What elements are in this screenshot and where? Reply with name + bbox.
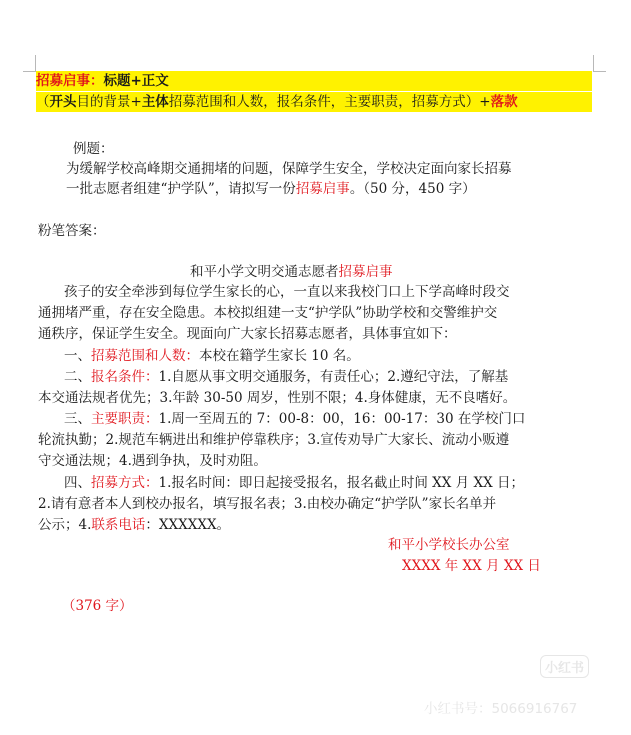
section-requirements: 二、报名条件：1.自愿从事文明交通服务，有责任心；2.遵纪守法，了解基 — [64, 369, 509, 385]
section-recruit-scope: 一、招募范围和人数：本校在籍学生家长 10 名。 — [64, 348, 360, 364]
section-heading: 主要职责： — [91, 411, 159, 427]
notice-paragraph-line: 公示；4.联系电话：XXXXXX。 — [38, 517, 231, 533]
answer-label: 粉笔答案： — [38, 223, 106, 239]
example-text-line: 一批志愿者组建“护学队”，请拟写一份招募启事。（50 分，450 字） — [66, 181, 476, 197]
signature-org: 和平小学校长办公室 — [388, 537, 510, 553]
structure-heading — [36, 71, 592, 91]
section-heading: 招募方式： — [91, 475, 159, 491]
heading-title: 招募启事： — [36, 73, 104, 89]
section-heading: 报名条件： — [91, 369, 159, 385]
example-text-line: 为缓解学校高峰期交通拥堵的问题，保障学生安全，学校决定面向家长招募 — [66, 161, 512, 177]
watermark-logo: 小红书 — [540, 655, 589, 678]
word-count: （376 字） — [62, 598, 133, 614]
outline-signature: 落款 — [490, 94, 518, 110]
page-corner-mark — [593, 55, 606, 72]
section-signup-method: 四、招募方式：1.报名时间：即日起接受报名，报名截止时间 XX 月 XX 日； — [64, 475, 524, 491]
notice-paragraph-line: 本交通法规者优先；3.年龄 30-50 周岁，性别不限；4.身体健康，无不良嗜好。 — [38, 390, 517, 406]
page-corner-mark — [23, 55, 36, 72]
heading-structure: 标题+正文 — [103, 73, 169, 89]
notice-paragraph-line: 守交通法规；4.遇到争执，及时劝阻。 — [38, 453, 267, 469]
signature-date: XXXX 年 XX 月 XX 日 — [402, 558, 541, 574]
notice-title: 和平小学文明交通志愿者招募启事 — [190, 264, 393, 280]
notice-paragraph-line: 2.请有意者本人到校办报名，填写报名表；3.由校办确定“护学队”家长名单并 — [38, 496, 497, 512]
outline-body: 主体 — [141, 94, 169, 110]
watermark-id: 小红书号：5066916767 — [424, 701, 578, 717]
section-duties: 三、主要职责：1.周一至周五的 7：00-8：00，16：00-17：30 在学校门口 — [64, 411, 526, 427]
notice-paragraph-line: 通秩序，保证学生安全。现面向广大家长招募志愿者，具体事宜如下： — [38, 326, 457, 342]
structure-outline: （开头目的背景+主体招募范围和人数，报名条件，主要职责，招募方式）+落款 — [36, 92, 592, 112]
notice-paragraph-line: 轮流执勤；2.规范车辆进出和维护停靠秩序；3.宣传劝导广大家长、流动小贩遵 — [38, 432, 510, 448]
example-label: 例题： — [73, 141, 114, 157]
notice-paragraph-line: 通拥堵严重，存在安全隐患。本校拟组建一支“护学队”协助学校和交警维护交 — [38, 305, 498, 321]
contact-phone-label: 联系电话 — [91, 517, 146, 533]
notice-paragraph-line: 孩子的安全牵涉到每位学生家长的心，一直以来我校门口上下学高峰时段交 — [64, 284, 510, 300]
notice-keyword: 招募启事 — [295, 181, 350, 197]
section-heading: 招募范围和人数： — [91, 348, 199, 364]
outline-opening: 开头 — [49, 94, 77, 110]
